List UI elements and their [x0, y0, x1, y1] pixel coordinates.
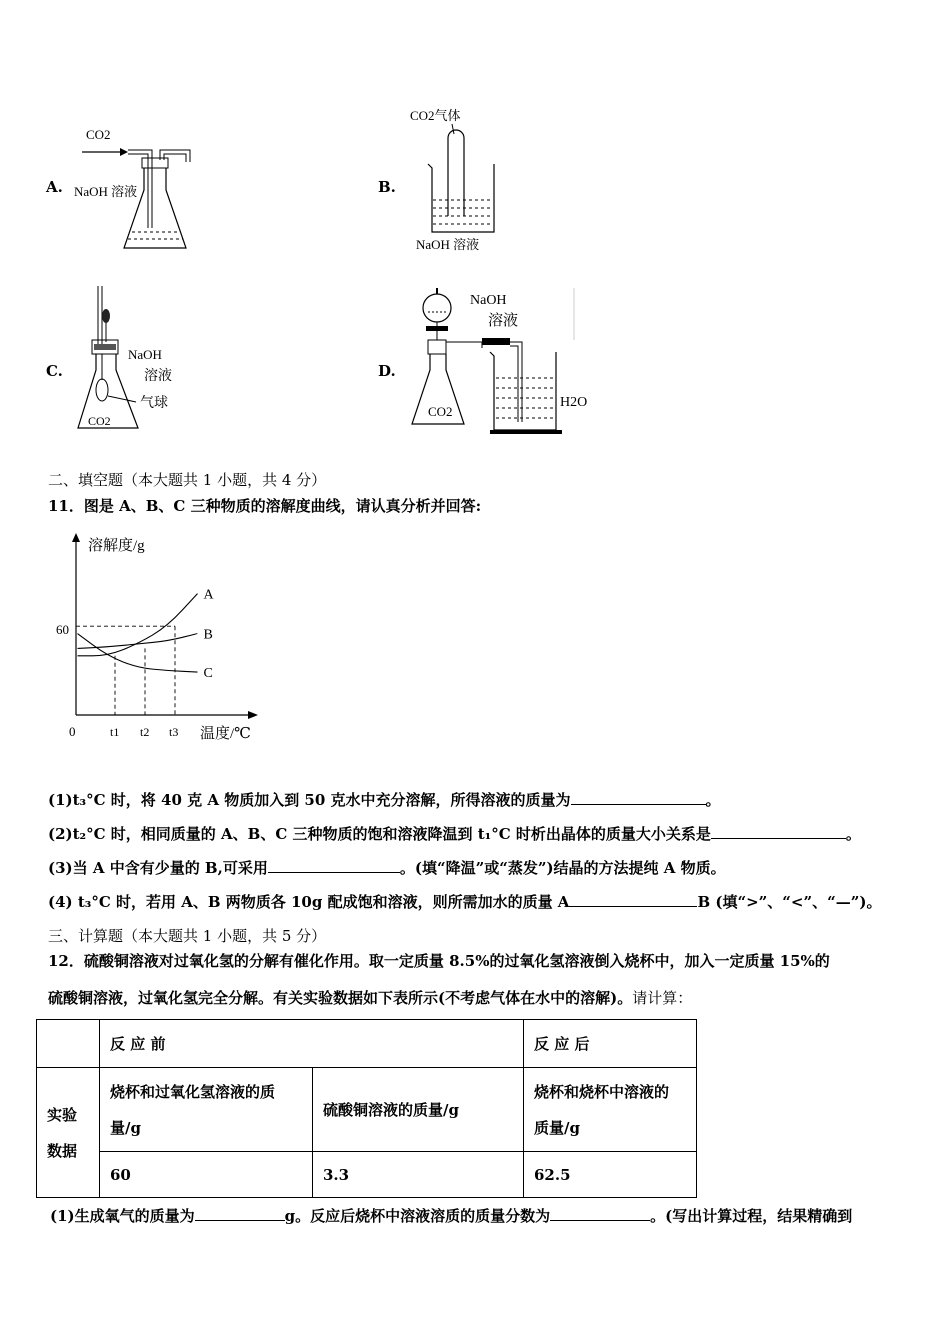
- table-value-col3: 62.5: [524, 1152, 697, 1198]
- apparatus-d-reagent2-label: 溶液: [488, 313, 519, 329]
- curve-label-a: A: [203, 587, 214, 603]
- q11-part2: (2)t₂°C 时，相同质量的 A、B、C 三种物质的饱和溶液降温到 t₁°C 时析出晶体的质量大小关系是 。: [48, 825, 861, 843]
- q11-stem: 11．图是 A、B、C 三种物质的溶解度曲线，请认真分析并回答:: [48, 497, 482, 515]
- table-value-col2: 3.3: [313, 1152, 524, 1198]
- option-c-label: C.: [46, 362, 63, 380]
- table-before-header: 反 应 前: [100, 1020, 524, 1068]
- table-after-header: 反 应 后: [524, 1020, 697, 1068]
- x-tick-t2: t2: [140, 725, 150, 739]
- curve-label-b: B: [203, 627, 213, 643]
- q11-part3-blank[interactable]: [268, 858, 400, 873]
- apparatus-a-gas-label: CO2: [86, 127, 111, 142]
- x-axis-arrow: [248, 711, 258, 719]
- q11-part3: (3)当 A 中含有少量的 B,可采用 。(填“降温”或“蒸发”)结晶的方法提纯 A 物质。: [48, 859, 726, 877]
- section2-heading: 二、填空题（本大题共 1 小题，共 4 分）: [48, 471, 327, 489]
- curve-c: [78, 634, 198, 672]
- q12-mass-fraction-blank[interactable]: [550, 1206, 650, 1221]
- table-col3-header: 烧杯和烧杯中溶液的 质量/g: [524, 1068, 697, 1152]
- q11-part4-blank[interactable]: [569, 892, 697, 907]
- y-axis-arrow: [72, 533, 80, 542]
- q11-part2-blank[interactable]: [711, 824, 846, 839]
- apparatus-b-gas-label: CO2气体: [410, 108, 461, 123]
- table-row-header: 实验 数据: [37, 1068, 100, 1198]
- table-col2-header: 硫酸铜溶液的质量/g: [313, 1068, 524, 1152]
- curve-b: [78, 634, 198, 649]
- x-axis-label: 温度/℃: [200, 726, 251, 742]
- y-axis-label: 溶解度/g: [88, 538, 145, 554]
- table-corner-cell: [37, 1020, 100, 1068]
- section3-heading: 三、计算题（本大题共 1 小题，共 5 分）: [48, 927, 327, 945]
- curve-label-c: C: [203, 666, 213, 682]
- q12-line2: 硫酸铜溶液，过氧化氢完全分解。有关实验数据如下表所示(不考虑气体在水中的溶解)。请计算：: [48, 989, 693, 1007]
- table-value-col1: 60: [100, 1152, 313, 1198]
- apparatus-a-solution-label: NaOH 溶液: [74, 184, 138, 199]
- option-a-label: A.: [46, 178, 63, 196]
- x-tick-t1: t1: [110, 725, 120, 739]
- q11-part4: (4) t₃°C 时，若用 A、B 两物质各 10g 配成饱和溶液，则所需加水的质量 A B (填“>”、“<”、“—”)。: [48, 893, 882, 911]
- apparatus-d-gas-label: CO2: [428, 404, 453, 419]
- table-col1-header: 烧杯和过氧化氢溶液的质 量/g: [100, 1068, 313, 1152]
- apparatus-d-water-label: H2O: [560, 395, 588, 410]
- x-tick-t3: t3: [169, 725, 179, 739]
- q12-data-table: [36, 1019, 697, 1198]
- origin-label: 0: [69, 724, 76, 739]
- solubility-chart: [50, 530, 280, 745]
- apparatus-c-diagram: [70, 284, 200, 434]
- apparatus-a-diagram: [68, 120, 208, 255]
- option-b-label: B.: [378, 178, 396, 196]
- apparatus-b-diagram: [400, 104, 520, 254]
- apparatus-b-solution-label: NaOH 溶液: [416, 237, 480, 252]
- q12-oxygen-mass-blank[interactable]: [195, 1206, 285, 1221]
- q11-part1: (1)t₃°C 时，将 40 克 A 物质加入到 50 克水中充分溶解，所得溶液的质量为 。: [48, 791, 721, 809]
- apparatus-d-diagram: [404, 282, 604, 434]
- apparatus-c-reagent1-label: NaOH: [128, 347, 162, 362]
- apparatus-c-gas-label: CO2: [88, 414, 111, 428]
- apparatus-c-balloon-label: 气球: [140, 396, 168, 411]
- q12-line1: 12．硫酸铜溶液对过氧化氢的分解有催化作用。取一定质量 8.5%的过氧化氢溶液倒入烧杯中，加入一定质量 15%的: [48, 952, 830, 970]
- q12-part1: (1)生成氧气的质量为 g。反应后烧杯中溶液溶质的质量分数为 。(写出计算过程，结果精确到: [50, 1207, 853, 1225]
- y-tick-60: 60: [56, 622, 69, 637]
- apparatus-d-reagent1-label: NaOH: [470, 293, 507, 308]
- option-d-label: D.: [378, 362, 396, 380]
- q11-part1-blank[interactable]: [571, 790, 706, 805]
- apparatus-c-reagent2-label: 溶液: [144, 369, 172, 384]
